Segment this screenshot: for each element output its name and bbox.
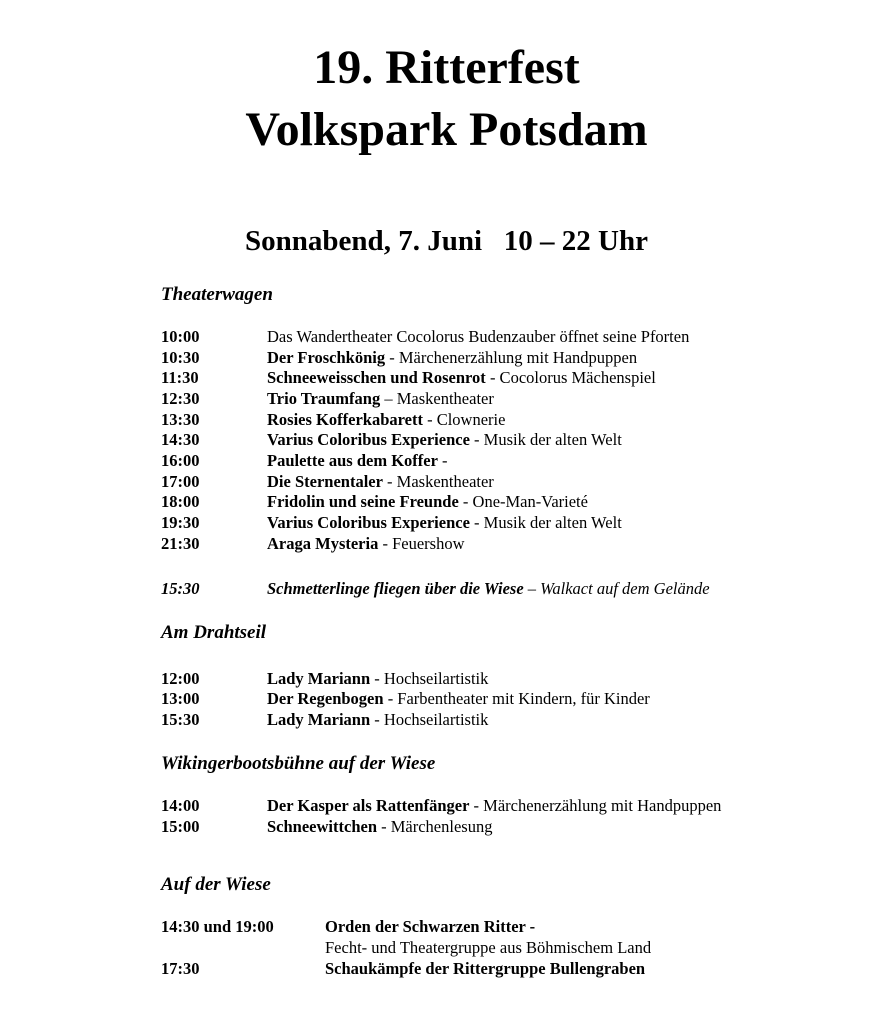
schedule-time: 12:00 bbox=[161, 669, 200, 688]
act-name: Paulette aus dem Koffer bbox=[267, 451, 438, 470]
schedule-time: 15:30 bbox=[161, 579, 200, 598]
act-name: Schmetterlinge fliegen über die Wiese bbox=[267, 579, 524, 598]
act-name: Varius Coloribus Experience bbox=[267, 430, 470, 449]
act-description: - Farbentheater mit Kindern, für Kinder bbox=[383, 689, 650, 708]
act-name: Schneeweisschen und Rosenrot bbox=[267, 368, 486, 387]
act-description: Das Wandertheater Cocolorus Budenzauber öffnet seine Pforten bbox=[267, 327, 690, 346]
schedule-time: 17:30 bbox=[161, 959, 200, 978]
act-description: - Clownerie bbox=[422, 410, 506, 429]
act-description: - Musik der alten Welt bbox=[469, 513, 622, 532]
act-description: - Märchenlesung bbox=[377, 817, 493, 836]
act-description: - Cocolorus Mächenspiel bbox=[485, 368, 656, 387]
section-title-theaterwagen: Theaterwagen bbox=[161, 284, 273, 305]
act-description: - Hochseilartistik bbox=[370, 710, 489, 729]
act-name: Der Froschkönig bbox=[267, 348, 386, 367]
event-title: 19. Ritterfest bbox=[313, 41, 580, 94]
schedule-time: 11:30 bbox=[161, 368, 199, 387]
schedule-time: 14:30 und 19:00 bbox=[161, 917, 274, 936]
act-name: Lady Mariann bbox=[267, 669, 371, 688]
act-name: Trio Traumfang bbox=[267, 389, 381, 408]
schedule-time: 14:30 bbox=[161, 430, 200, 449]
schedule-time: 16:00 bbox=[161, 451, 200, 470]
act-description: - Feuershow bbox=[378, 534, 465, 553]
act-description: - Maskentheater bbox=[382, 472, 494, 491]
act-name: Lady Mariann bbox=[267, 710, 371, 729]
act-name: Orden der Schwarzen Ritter - bbox=[325, 917, 536, 936]
act-name: Schneewittchen bbox=[267, 817, 377, 836]
schedule-time: 10:30 bbox=[161, 348, 200, 367]
act-name: Die Sternentaler bbox=[267, 472, 383, 491]
act-description: - One-Man-Varieté bbox=[458, 492, 588, 511]
schedule-time: 17:00 bbox=[161, 472, 200, 491]
act-name: Schaukämpfe der Rittergruppe Bullengraben bbox=[325, 959, 646, 978]
section-title-drahtseil: Am Drahtseil bbox=[161, 622, 267, 643]
act-name: Varius Coloribus Experience bbox=[267, 513, 470, 532]
schedule-time: 14:00 bbox=[161, 796, 200, 815]
schedule-time: 12:30 bbox=[161, 389, 200, 408]
act-name: Der Kasper als Rattenfänger bbox=[267, 796, 470, 815]
schedule-time: 13:30 bbox=[161, 410, 200, 429]
schedule-time: 13:00 bbox=[161, 689, 200, 708]
event-date: Sonnabend, 7. Juni 10 – 22 Uhr bbox=[245, 225, 648, 257]
act-description: - Märchenerzählung mit Handpuppen bbox=[469, 796, 722, 815]
schedule-time: 10:00 bbox=[161, 327, 200, 346]
act-description: - Musik der alten Welt bbox=[469, 430, 622, 449]
section-title-wiese: Auf der Wiese bbox=[161, 874, 271, 895]
act-name: Fridolin und seine Freunde bbox=[267, 492, 459, 511]
act-description: – Maskentheater bbox=[380, 389, 494, 408]
event-location: Volkspark Potsdam bbox=[245, 103, 648, 156]
act-description: - Hochseilartistik bbox=[370, 669, 489, 688]
act-description: - bbox=[437, 451, 448, 470]
act-name: Rosies Kofferkabarett bbox=[267, 410, 423, 429]
section-title-wikingerbootsbuehne: Wikingerbootsbühne auf der Wiese bbox=[161, 753, 436, 774]
act-description: Fecht- und Theatergruppe aus Böhmischem Land bbox=[325, 938, 652, 957]
act-description: – Walkact auf dem Gelände bbox=[523, 579, 710, 598]
schedule-time: 18:00 bbox=[161, 492, 200, 511]
schedule-time: 19:30 bbox=[161, 513, 200, 532]
act-description: - Märchenerzählung mit Handpuppen bbox=[385, 348, 638, 367]
act-name: Der Regenbogen bbox=[267, 689, 384, 708]
schedule-time: 21:30 bbox=[161, 534, 200, 553]
schedule-time: 15:00 bbox=[161, 817, 200, 836]
act-name: Araga Mysteria bbox=[267, 534, 379, 553]
schedule-time: 15:30 bbox=[161, 710, 200, 729]
